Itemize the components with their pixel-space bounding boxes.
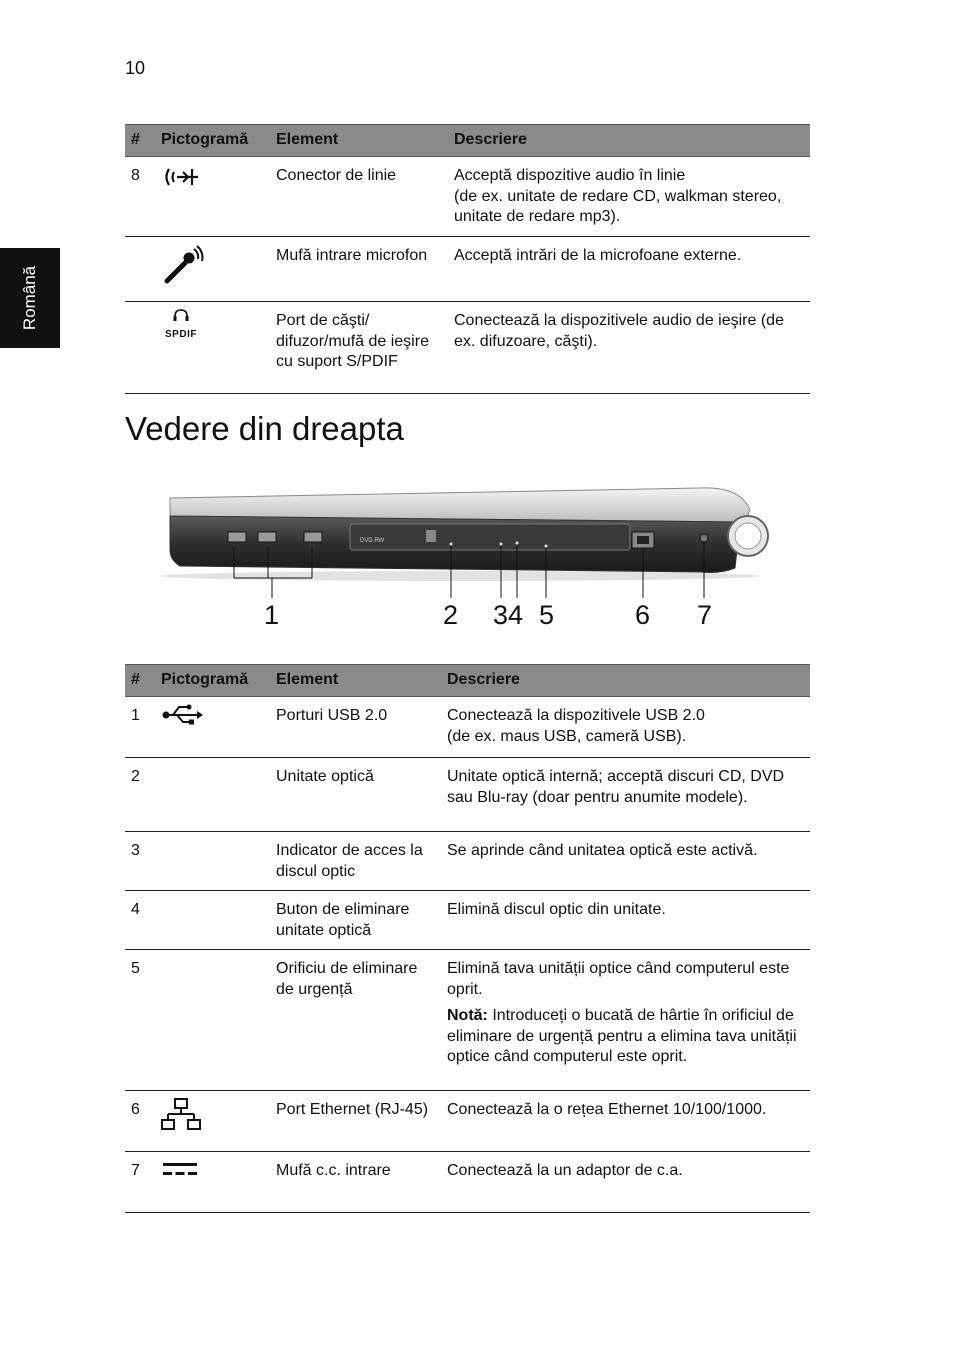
- header-description: Descriere: [448, 125, 810, 157]
- row-element: Unitate optică: [270, 758, 441, 832]
- header-description: Descriere: [441, 665, 810, 697]
- right-side-ports-table: [125, 664, 810, 1213]
- table-row: [125, 697, 810, 758]
- table-row: [125, 1152, 810, 1213]
- row-description: Se aprinde când unitatea optică este activă.: [441, 832, 810, 891]
- row-element: Indicator de acces la discul optic: [270, 832, 441, 891]
- row-number: 8: [125, 157, 155, 237]
- microphone-icon: [161, 243, 205, 287]
- header-icon: Pictogramă: [155, 125, 270, 157]
- row-number: 5: [125, 950, 155, 1091]
- row-description: Acceptă dispozitive audio în linie (de ex. unitate de redare CD, walkman stereo, unitate de redare mp3).: [448, 157, 810, 237]
- svg-text:DVD RW: DVD RW: [360, 538, 385, 544]
- dc-in-icon: [161, 1158, 201, 1180]
- row-icon-cell: [155, 832, 270, 891]
- headphone-icon: [172, 308, 190, 322]
- usb-icon: [161, 703, 205, 725]
- row-description: Conectează la dispozitivele audio de ieşire (de ex. difuzoare, căşti).: [448, 302, 810, 394]
- header-number: #: [125, 665, 155, 697]
- table-row: [125, 302, 810, 394]
- header-element: Element: [270, 665, 441, 697]
- row-icon-cell: [155, 1152, 270, 1213]
- callout-6: 6: [635, 600, 651, 630]
- callout-1: 1: [264, 600, 280, 630]
- table-row: [125, 1091, 810, 1152]
- laptop-right-side-figure: [160, 480, 780, 640]
- headphone-spdif-icon: [161, 308, 201, 340]
- row-element: Orificiu de eliminare de urgență: [270, 950, 441, 1091]
- row-description: Conectează la dispozitivele USB 2.0 (de ex. maus USB, cameră USB).: [441, 697, 810, 758]
- table-row: [125, 891, 810, 950]
- row-description: [441, 950, 810, 1091]
- note-label: Notă:: [447, 1007, 488, 1024]
- table-header-row: [125, 665, 810, 697]
- table-row: [125, 832, 810, 891]
- audio-ports-table: [125, 124, 810, 394]
- row-element: Conector de linie: [270, 157, 448, 237]
- row-number: 6: [125, 1091, 155, 1152]
- row-icon-cell: [155, 891, 270, 950]
- note: [447, 1006, 804, 1068]
- page-number: 10: [125, 58, 146, 78]
- row-icon-cell: [155, 950, 270, 1091]
- row-number: [125, 236, 155, 302]
- line-in-icon: [161, 163, 203, 193]
- row-element: Port de căşti/ difuzor/mufă de ieşire cu suport S/PDIF: [270, 302, 448, 394]
- table-row: [125, 157, 810, 237]
- row-number: 2: [125, 758, 155, 832]
- language-side-tab: [0, 248, 60, 348]
- description-text: Elimină tava unității optice când computerul este oprit.: [447, 960, 790, 998]
- row-element: Porturi USB 2.0: [270, 697, 441, 758]
- row-element: Mufă intrare microfon: [270, 236, 448, 302]
- row-number: 7: [125, 1152, 155, 1213]
- row-icon-cell: [155, 697, 270, 758]
- header-element: Element: [270, 125, 448, 157]
- row-description: Conectează la un adaptor de c.a.: [441, 1152, 810, 1213]
- callout-5: 5: [539, 600, 555, 630]
- row-icon-cell: [155, 157, 270, 237]
- language-label: Română: [20, 265, 39, 331]
- table-row: [125, 950, 810, 1091]
- row-element: Mufă c.c. intrare: [270, 1152, 441, 1213]
- row-number: 4: [125, 891, 155, 950]
- spdif-label: SPDIF: [165, 328, 197, 340]
- row-description: Acceptă intrări de la microfoane externe.: [448, 236, 810, 302]
- row-element: Port Ethernet (RJ-45): [270, 1091, 441, 1152]
- row-icon-cell: [155, 302, 270, 394]
- ethernet-icon: [161, 1097, 201, 1133]
- row-number: [125, 302, 155, 394]
- row-description: Conectează la o rețea Ethernet 10/100/1000.: [441, 1091, 810, 1152]
- callout-3-4: 34: [493, 600, 524, 630]
- row-number: 3: [125, 832, 155, 891]
- row-description: Unitate optică internă; acceptă discuri CD, DVD sau Blu-ray (doar pentru anumite modele).: [441, 758, 810, 832]
- header-number: #: [125, 125, 155, 157]
- row-element: Buton de eliminare unitate optică: [270, 891, 441, 950]
- header-icon: Pictogramă: [155, 665, 270, 697]
- note-text: Introduceți o bucată de hârtie în orificiul de eliminare de urgență pentru a elimina tava unității optice când computerul este oprit.: [447, 1007, 797, 1065]
- callout-7: 7: [697, 600, 713, 630]
- callout-2: 2: [443, 600, 459, 630]
- row-description: Elimină discul optic din unitate.: [441, 891, 810, 950]
- table-header-row: [125, 125, 810, 157]
- row-icon-cell: [155, 758, 270, 832]
- row-icon-cell: [155, 236, 270, 302]
- table-row: [125, 758, 810, 832]
- row-icon-cell: [155, 1091, 270, 1152]
- row-number: 1: [125, 697, 155, 758]
- table-row: [125, 236, 810, 302]
- section-title: Vedere din dreapta: [125, 410, 404, 447]
